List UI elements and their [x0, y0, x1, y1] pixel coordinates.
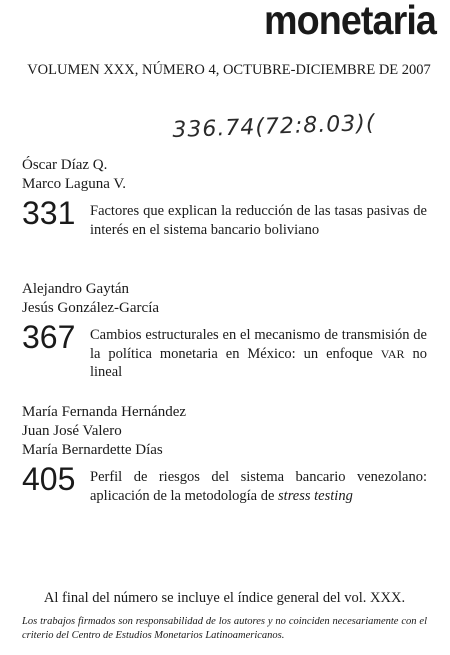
index-note: Al final del número se incluye el índice general del vol. XXX.: [43, 590, 406, 606]
author-name: María Fernanda Hernández: [22, 404, 187, 420]
page-number: 367: [22, 319, 76, 355]
title-text: no lineal: [90, 345, 427, 380]
article-entry: [22, 280, 427, 382]
handwritten-call-number: 336.74(72:8.03)(: [172, 110, 376, 143]
author-name: Marco Laguna V.: [22, 176, 127, 192]
title-text: Perfil de riesgos del sistema bancario venezolano: aplicación de la metodología de: [90, 469, 427, 504]
page-number: 331: [22, 195, 76, 231]
page-number: 405: [22, 461, 76, 497]
disclaimer: Los trabajos firmados son responsabilidad de los autores y no coinciden necesariamente con el criterio del Centro de Estudios Monetarios Latinoamericanos.: [22, 616, 427, 641]
author-list: [22, 156, 427, 194]
author-list: [22, 403, 427, 460]
article-entry: [22, 403, 427, 505]
article-title: [90, 321, 427, 382]
article-title: [90, 463, 427, 505]
issue-line: VOLUMEN XXX, NÚMERO 4, OCTUBRE-DICIEMBRE DE 2007: [27, 62, 431, 78]
title-text: Cambios estructurales en el mecanismo de transmisión de la política monetaria en México: un enfoque: [90, 327, 427, 362]
title-emphasis: stress testing: [278, 487, 353, 504]
author-name: María Bernardette Días: [22, 442, 163, 458]
author-name: Alejandro Gaytán: [22, 281, 130, 297]
title-acronym: VAR: [380, 346, 405, 361]
author-list: [22, 280, 427, 318]
author-name: Jesús González-García: [22, 300, 160, 316]
author-name: Juan José Valero: [22, 423, 122, 439]
article-entry: [22, 156, 427, 239]
author-name: Óscar Díaz Q.: [22, 157, 108, 173]
article-title: Factores que explican la reducción de las tasas pasivas de interés en el sistema bancario boliviano: [90, 203, 427, 238]
journal-title: monetaria: [264, 0, 436, 43]
